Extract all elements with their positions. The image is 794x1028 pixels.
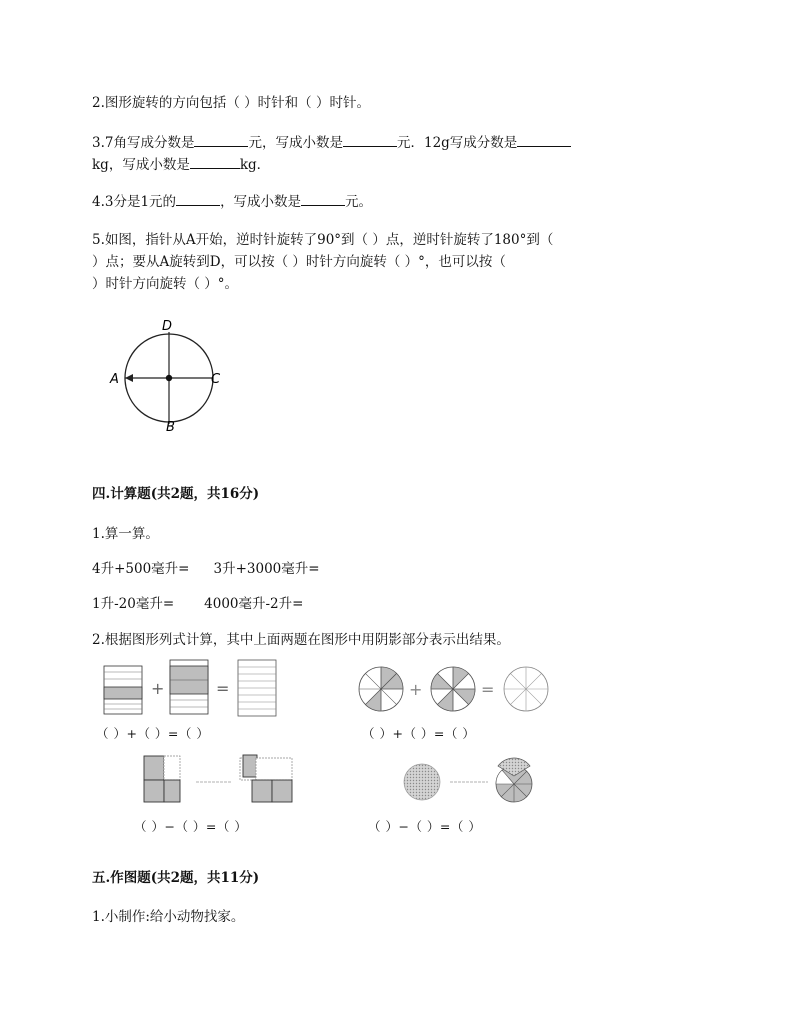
label-a: A [110, 372, 119, 387]
rect-3-answer[interactable] [238, 660, 276, 716]
plus-sign: + [151, 679, 165, 698]
label-d: D [162, 319, 173, 334]
q3-text-a: 3.7角写成分数是 [92, 135, 195, 151]
question-4 [92, 191, 372, 213]
q3-text-d: kg，写成小数是 [92, 157, 190, 173]
cut-circle [496, 758, 532, 802]
square-subtraction-figure [144, 752, 304, 812]
full-circle [404, 764, 440, 800]
circle-2 [431, 667, 475, 711]
calc-4: 4000毫升-2升= [204, 596, 304, 612]
q3-text-b: 元，写成小数是 [248, 135, 343, 151]
question-5-line-1: 5.如图，指针从A开始，逆时针旋转了90°到（ ）点，逆时针旋转了180°到（ [92, 232, 554, 248]
calc-1: 4升+500毫升= [92, 561, 190, 577]
square-1 [144, 756, 180, 802]
figure-center-dot [166, 375, 172, 381]
q4-text-b: ，写成小数是 [220, 194, 302, 210]
section-4-title: 四.计算题(共2题，共16分) [92, 486, 260, 502]
bracket-expression-add-1[interactable]: （ ）+（ ）=（ ） [96, 726, 210, 741]
plus-sign-2: + [409, 680, 423, 699]
question-5-line-2: ）点；要从A旋转到D，可以按（ ）时针方向旋转（ ）°，也可以按（ [92, 254, 506, 270]
rect-1 [104, 666, 142, 714]
equals-sign-2: = [481, 680, 495, 699]
q3-blank-1[interactable] [194, 132, 248, 147]
q3-blank-3[interactable] [517, 132, 571, 147]
section-5-title: 五.作图题(共2题，共11分) [92, 870, 260, 886]
section-5-q1: 1.小制作:给小动物找家。 [92, 909, 245, 925]
question-2: 2.图形旋转的方向包括（ ）时针和（ ）时针。 [92, 95, 370, 111]
question-3-line-1 [92, 132, 571, 154]
q3-blank-2[interactable] [343, 132, 397, 147]
rotation-figure [100, 310, 240, 440]
calc-3: 1升-20毫升= [92, 596, 175, 612]
bracket-expression-sub-1[interactable]: （ ）−（ ）=（ ） [134, 819, 248, 834]
rect-addition-figure [104, 660, 284, 720]
q4-blank-1[interactable] [176, 191, 220, 206]
label-b: B [166, 420, 175, 435]
calc-row-2 [92, 593, 303, 615]
section-4-q2-title: 2.根据图形列式计算，其中上面两题在图形中用阴影部分表示出结果。 [92, 632, 510, 648]
bracket-expression-sub-2[interactable]: （ ）−（ ）=（ ） [368, 819, 482, 834]
q4-text-a: 4.3分是1元的 [92, 194, 177, 210]
rect-2 [170, 660, 208, 714]
question-5-line-3: ）时针方向旋转（ ）°。 [92, 276, 239, 292]
bracket-expression-add-2[interactable]: （ ）+（ ）=（ ） [362, 726, 476, 741]
q3-blank-4[interactable] [190, 154, 240, 169]
calc-row-1 [92, 558, 320, 580]
question-3-line-2 [92, 154, 270, 176]
square-2 [240, 755, 292, 802]
circle-addition-figure [355, 662, 555, 718]
q4-blank-2[interactable] [301, 191, 345, 206]
equals-sign: = [216, 679, 230, 698]
q3-text-c: 元．12g写成分数是 [396, 135, 518, 151]
label-c: C [211, 372, 221, 387]
section-4-q1-title: 1.算一算。 [92, 526, 159, 542]
q4-text-c: 元。 [345, 194, 373, 210]
circle-subtraction-figure [400, 752, 550, 812]
q3-text-e: kg． [239, 157, 271, 173]
calc-2: 3升+3000毫升= [213, 561, 320, 577]
circle-1 [359, 667, 403, 711]
arrowhead-icon [125, 374, 133, 382]
circle-3-answer[interactable] [504, 667, 548, 711]
